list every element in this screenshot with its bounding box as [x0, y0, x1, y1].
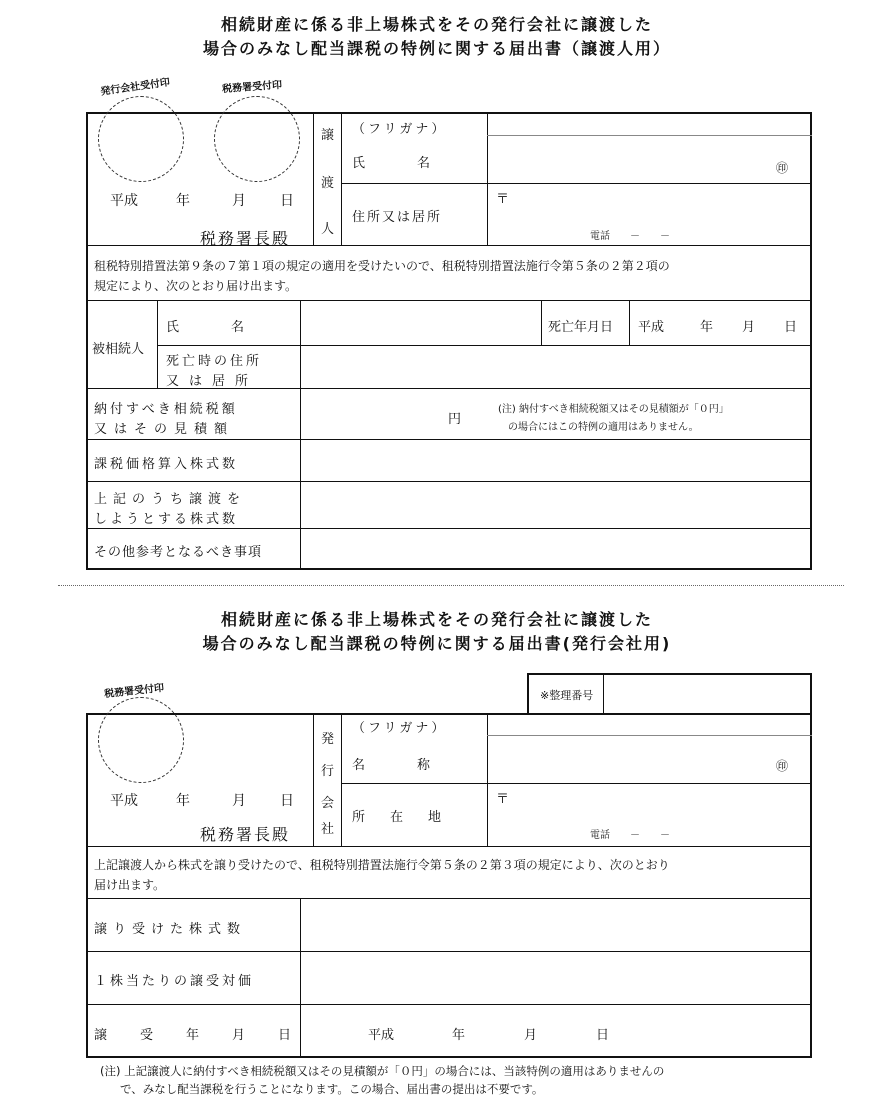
doc2-seal-mark: ㊞ — [776, 759, 789, 773]
divider — [86, 951, 812, 952]
doc2-title-line1: 相続財産に係る非上場株式をその発行会社に譲渡した — [220, 610, 653, 629]
divider — [487, 135, 812, 136]
doc2-date-era: 平成 — [110, 793, 138, 809]
doc1-date-month: 月 — [232, 193, 246, 209]
stamp2-circle — [214, 96, 300, 182]
divider — [86, 846, 812, 847]
doc2-form-frame — [86, 713, 812, 1058]
divider — [629, 300, 630, 345]
divider — [313, 112, 314, 245]
transfer-date-day: 日 — [596, 1028, 610, 1043]
cut-line — [58, 585, 844, 586]
price-per-share-label: １株当たりの譲受対価 — [94, 974, 255, 989]
company-side-4: 社 — [321, 822, 335, 837]
divider — [341, 112, 342, 245]
decedent-address-line1: 死亡時の住所 — [166, 354, 263, 369]
stamp2-label: 税務署受付印 — [221, 79, 283, 96]
divider — [86, 898, 812, 899]
applicant-side-1: 譲 — [321, 128, 335, 143]
tax-unit: 円 — [448, 412, 462, 427]
taxable-shares-label: 課税価格算入株式数 — [94, 457, 239, 472]
seal-mark: ㊞ — [776, 161, 789, 175]
doc2-postal-mark: 〒 — [496, 792, 510, 807]
doc1-date-day: 日 — [280, 193, 294, 209]
applicant-side-3: 人 — [321, 222, 335, 237]
doc2-date-month: 月 — [232, 793, 246, 809]
tax-note-line2: の場合にはこの特例の適用はありません。 — [508, 422, 699, 433]
divider — [487, 713, 488, 846]
divider — [341, 783, 812, 784]
applicant-name-label: 氏 名 — [352, 156, 431, 171]
ref-number-label: ※整理番号 — [540, 689, 594, 702]
divider — [86, 388, 812, 389]
divider — [341, 713, 342, 846]
stamp1-circle — [98, 96, 184, 182]
death-date-year: 年 — [700, 320, 714, 335]
tax-label-line1: 納付すべき相続税額 — [94, 402, 238, 417]
divider — [86, 1004, 812, 1005]
divider — [86, 528, 812, 529]
doc2-date-day: 日 — [280, 793, 294, 809]
tax-label-line2: 又はその見積額 — [94, 422, 235, 437]
company-name-label: 名 称 — [352, 758, 431, 773]
company-side-2: 行 — [321, 764, 335, 779]
death-date-era: 平成 — [638, 320, 665, 335]
divider — [86, 439, 812, 440]
postal-mark: 〒 — [496, 192, 510, 207]
transfer-date-label: 譲受年月日 — [94, 1028, 325, 1043]
doc1-date-era: 平成 — [110, 193, 138, 209]
doc2-recipient: 税務署長殿 — [200, 825, 291, 844]
divider — [157, 300, 158, 388]
doc2-statement-line1: 上記譲渡人から株式を譲り受けたので、租税特別措置法施行令第５条の２第３項の規定により、次のとおり — [94, 858, 670, 872]
transfer-date-era: 平成 — [368, 1028, 395, 1043]
decedent-address-line2: 又は居所 — [166, 374, 259, 389]
transfer-date-year: 年 — [452, 1028, 466, 1043]
divider — [157, 345, 812, 346]
decedent-name-label: 氏 名 — [166, 320, 245, 335]
divider — [86, 300, 812, 301]
divider — [603, 673, 604, 715]
company-side-3: 会 — [321, 796, 335, 811]
tax-note-line1: (注) 納付すべき相続税額又はその見積額が「０円」 — [498, 404, 729, 415]
applicant-side-2: 渡 — [321, 176, 335, 191]
doc2-title-line2: 場合のみなし配当課税の特例に関する届出書(発行会社用) — [202, 634, 672, 653]
applicant-furigana-label: （フリガナ） — [352, 122, 448, 137]
doc1-date-year: 年 — [176, 193, 190, 209]
transfer-shares-label-line2: しようとする株式数 — [94, 512, 239, 527]
death-date-label: 死亡年月日 — [548, 320, 614, 335]
other-notes-label: その他参考となるべき事項 — [94, 545, 263, 560]
transfer-shares-label-line1: 上記のうち譲渡を — [94, 492, 247, 507]
divider — [541, 300, 542, 345]
doc1-title-line2: 場合のみなし配当課税の特例に関する届出書（譲渡人用） — [202, 39, 671, 58]
doc1-title-line1: 相続財産に係る非上場株式をその発行会社に譲渡した — [220, 15, 653, 34]
doc2-date-year: 年 — [176, 793, 190, 809]
death-date-month: 月 — [742, 320, 756, 335]
doc2-statement-line2: 届け出ます。 — [94, 878, 166, 892]
divider — [86, 245, 812, 246]
doc2-note-line2: で、みなし配当課税を行うことになります。この場合、届出書の提出は不要です。 — [120, 1082, 544, 1096]
divider — [86, 481, 812, 482]
doc2-stamp-circle — [98, 697, 184, 783]
divider — [300, 300, 301, 570]
company-address-label: 所 在 地 — [352, 810, 448, 825]
doc1-statement-line2: 規定により、次のとおり届け出ます。 — [94, 279, 298, 293]
divider — [341, 183, 812, 184]
company-side-1: 発 — [321, 732, 335, 747]
received-shares-label: 譲り受けた株式数 — [94, 922, 247, 937]
divider — [487, 735, 812, 736]
doc1-recipient: 税務署長殿 — [200, 229, 291, 248]
doc1-statement-line1: 租税特別措置法第９条の７第１項の規定の適用を受けたいので、租税特別措置法施行令第５条の２第２項の — [94, 259, 670, 273]
company-furigana-label: （フリガナ） — [352, 721, 448, 736]
doc2-stamp-label: 税務署受付印 — [103, 682, 165, 701]
applicant-address-label: 住所又は居所 — [352, 210, 443, 225]
doc2-phone-label: 電話 － － — [590, 830, 670, 841]
decedent-label: 被相続人 — [92, 342, 145, 357]
stamp1-label: 発行会社受付印 — [99, 77, 171, 98]
transfer-date-month: 月 — [524, 1028, 538, 1043]
divider — [487, 112, 488, 245]
divider — [313, 713, 314, 846]
doc2-note-line1: (注) 上記譲渡人に納付すべき相続税額又はその見積額が「０円」の場合には、当該特例の適用はありませんの — [100, 1064, 665, 1078]
death-date-day: 日 — [784, 320, 798, 335]
phone-label: 電話 － － — [590, 231, 670, 242]
